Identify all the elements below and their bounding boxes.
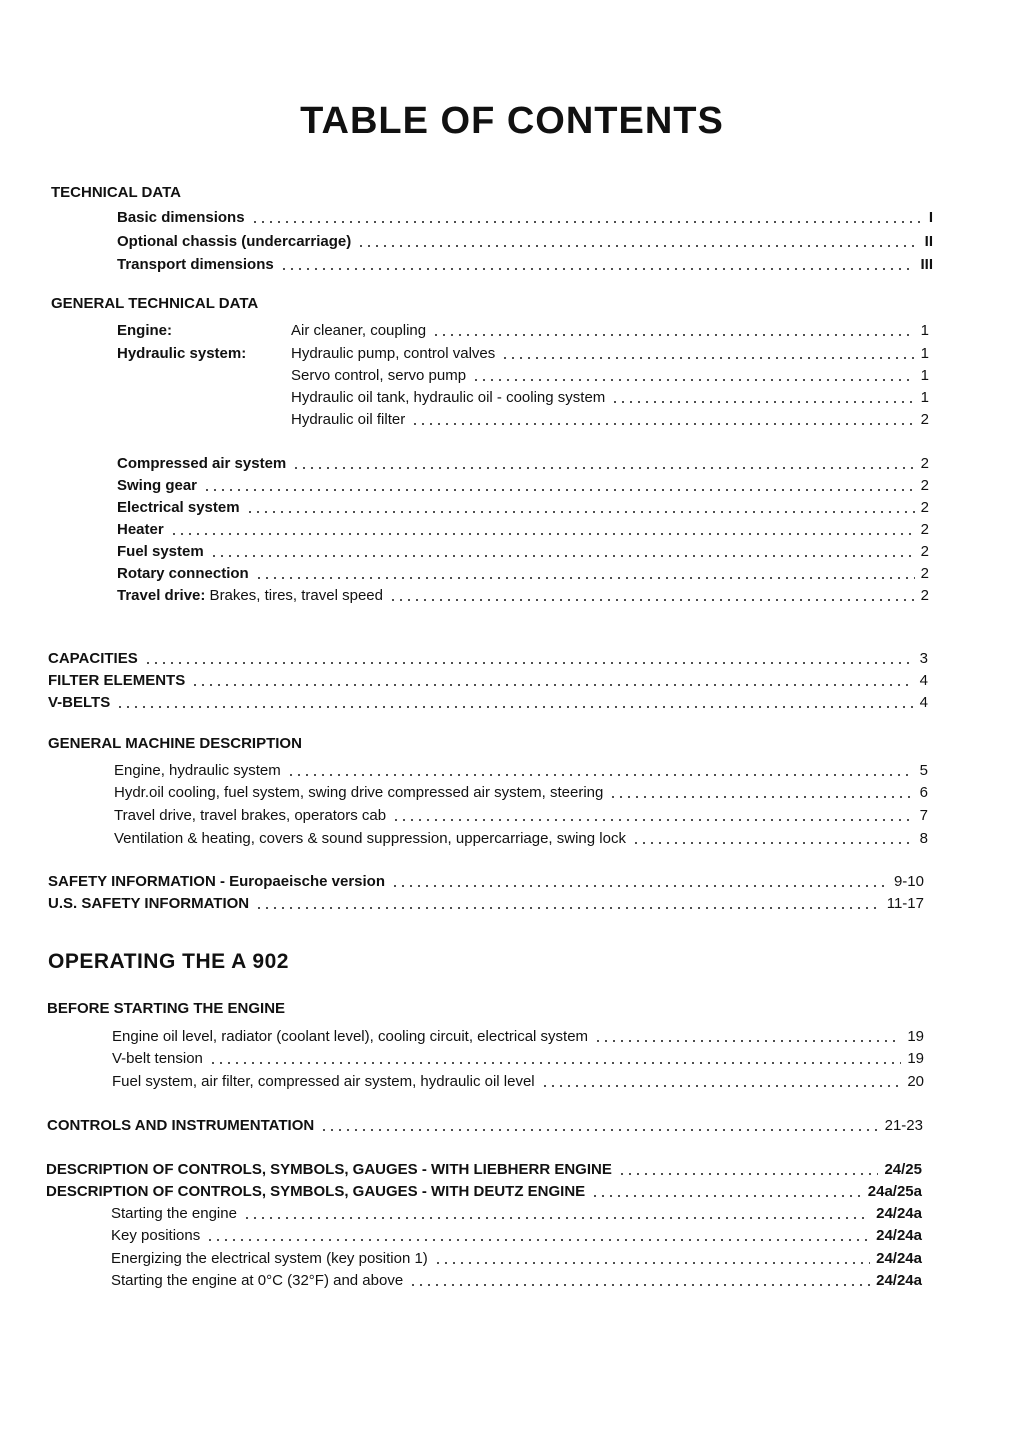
toc-entry[interactable] (46, 1158, 922, 1178)
toc-entry[interactable] (117, 408, 929, 428)
toc-entry[interactable] (48, 691, 928, 711)
dot-leader (116, 706, 913, 708)
toc-entry[interactable] (117, 253, 933, 273)
toc-entry-page: 4 (919, 694, 928, 711)
toc-entry-label: Hydraulic pump, control valves (291, 345, 496, 362)
toc-entry-prefix: Hydraulic system: (117, 345, 247, 362)
toc-entry-page: 2 (920, 477, 929, 494)
toc-entry-label: Compressed air system (117, 455, 287, 472)
toc-entry[interactable] (47, 1114, 923, 1134)
dot-leader (357, 245, 918, 247)
toc-entry-page: 7 (919, 807, 928, 824)
dot-leader (255, 907, 881, 909)
toc-entry-label: Heater (117, 521, 164, 538)
toc-entry[interactable] (112, 1047, 924, 1067)
toc-entry-label: Hydraulic oil tank, hydraulic oil - cooling system (291, 389, 606, 406)
toc-entry-page: 1 (920, 367, 929, 384)
toc-entry-label: Fuel system (117, 543, 204, 560)
toc-entry[interactable] (117, 584, 929, 604)
section-heading-before-starting: BEFORE STARTING THE ENGINE (47, 1000, 286, 1017)
toc-entry-label: Energizing the electrical system (key position 1) (111, 1250, 428, 1267)
toc-entry-label: Starting the engine at 0°C (32°F) and above (111, 1272, 404, 1289)
toc-entry[interactable] (48, 669, 928, 689)
toc-entry-page: 20 (907, 1073, 924, 1090)
toc-entry-label: Transport dimensions (117, 256, 274, 273)
toc-entry-page: 3 (919, 650, 928, 667)
dot-leader (391, 885, 888, 887)
toc-entry-label: V-belt tension (112, 1050, 203, 1067)
toc-entry-label: CAPACITIES (48, 650, 138, 667)
toc-entry-label: Fuel system, air filter, compressed air system, hydraulic oil level (112, 1073, 535, 1090)
toc-entry-label: Engine, hydraulic system (114, 762, 281, 779)
toc-entry-label: DESCRIPTION OF CONTROLS, SYMBOLS, GAUGES - WITH LIEBHERR ENGINE (46, 1161, 612, 1178)
toc-entry-page: 8 (919, 830, 928, 847)
section-title-operating: OPERATING THE A 902 (48, 950, 289, 973)
toc-entry[interactable] (117, 562, 929, 582)
toc-entry[interactable] (117, 342, 929, 362)
toc-entry-label (117, 587, 383, 604)
toc-entry-page: 6 (919, 784, 928, 801)
dot-leader (594, 1040, 901, 1042)
toc-entry[interactable] (111, 1202, 922, 1222)
toc-entry-page: 24/24a (876, 1227, 922, 1244)
dot-leader (210, 555, 915, 557)
toc-entry[interactable] (46, 1180, 922, 1200)
dot-leader (618, 1173, 879, 1175)
toc-entry-page: 21-23 (884, 1117, 923, 1134)
toc-entry-page: II (924, 233, 933, 250)
dot-leader (243, 1217, 870, 1219)
dot-leader (191, 684, 913, 686)
toc-entry-page: 2 (920, 543, 929, 560)
toc-entry-page: 24a/25a (867, 1183, 922, 1200)
toc-entry-prefix: Engine: (117, 322, 172, 339)
toc-entry[interactable] (114, 759, 928, 779)
toc-entry[interactable] (117, 386, 929, 406)
section-heading-general-machine-description: GENERAL MACHINE DESCRIPTION (48, 735, 302, 752)
dot-leader (609, 796, 913, 798)
toc-entry[interactable] (48, 870, 924, 890)
toc-entry[interactable] (114, 827, 928, 847)
toc-entry[interactable] (111, 1224, 922, 1244)
section-heading-technical-data: TECHNICAL DATA (51, 184, 181, 201)
toc-entry[interactable] (117, 452, 929, 472)
toc-entry-page: 1 (920, 322, 929, 339)
toc-entry-page: 2 (920, 521, 929, 538)
dot-leader (203, 489, 915, 491)
toc-entry[interactable] (114, 804, 928, 824)
toc-entry-label-bold: Travel drive: (117, 587, 206, 604)
dot-leader (255, 577, 915, 579)
toc-entry-page: 1 (920, 345, 929, 362)
dot-leader (411, 423, 914, 425)
toc-entry[interactable] (48, 892, 924, 912)
dot-leader (251, 221, 923, 223)
toc-entry[interactable] (117, 540, 929, 560)
toc-entry-label: Engine oil level, radiator (coolant level), cooling circuit, electrical system (112, 1028, 589, 1045)
toc-entry-label: Optional chassis (undercarriage) (117, 233, 352, 250)
toc-entry[interactable] (112, 1025, 924, 1045)
toc-entry-label: Hydr.oil cooling, fuel system, swing drive compressed air system, steering (114, 784, 604, 801)
toc-entry-page: I (928, 209, 933, 226)
dot-leader (501, 357, 914, 359)
toc-entry[interactable] (117, 230, 933, 250)
dot-leader (409, 1284, 870, 1286)
toc-entry-label: DESCRIPTION OF CONTROLS, SYMBOLS, GAUGES - WITH DEUTZ ENGINE (46, 1183, 586, 1200)
toc-entry-page: III (920, 256, 933, 273)
toc-entry-page: 2 (920, 587, 929, 604)
toc-entry[interactable] (114, 781, 928, 801)
dot-leader (320, 1129, 878, 1131)
toc-entry-label: Air cleaner, coupling (291, 322, 427, 339)
page-title: TABLE OF CONTENTS (300, 100, 724, 142)
toc-entry-page: 24/24a (876, 1205, 922, 1222)
dot-leader (392, 819, 914, 821)
toc-entry[interactable] (112, 1070, 924, 1090)
toc-entry-page: 4 (919, 672, 928, 689)
dot-leader (434, 1262, 870, 1264)
toc-entry-label: Servo control, servo pump (291, 367, 467, 384)
toc-entry-label: V-BELTS (48, 694, 111, 711)
toc-entry-label: FILTER ELEMENTS (48, 672, 186, 689)
toc-entry-label-rest: Brakes, tires, travel speed (205, 587, 383, 604)
dot-leader (246, 511, 915, 513)
dot-leader (611, 401, 914, 403)
toc-entry-label: Electrical system (117, 499, 240, 516)
dot-leader (206, 1239, 870, 1241)
toc-entry-label: Basic dimensions (117, 209, 245, 226)
toc-entry-page: 24/25 (884, 1161, 922, 1178)
toc-entry[interactable] (117, 206, 933, 226)
toc-entry-label: Swing gear (117, 477, 198, 494)
toc-entry[interactable] (117, 364, 929, 384)
toc-entry-label: U.S. SAFETY INFORMATION (48, 895, 250, 912)
toc-entry-page: 19 (907, 1050, 924, 1067)
toc-entry-page: 2 (920, 411, 929, 428)
toc-entry-label: SAFETY INFORMATION - Europaeische version (48, 873, 386, 890)
toc-entry-label: CONTROLS AND INSTRUMENTATION (47, 1117, 315, 1134)
dot-leader (144, 662, 914, 664)
toc-entry-label: Ventilation & heating, covers & sound suppression, uppercarriage, swing lock (114, 830, 626, 847)
dot-leader (292, 467, 914, 469)
toc-entry-label: Rotary connection (117, 565, 249, 582)
toc-entry-label: Travel drive, travel brakes, operators cab (114, 807, 387, 824)
toc-entry-page: 1 (920, 389, 929, 406)
dot-leader (389, 599, 915, 601)
toc-entry-page: 2 (920, 455, 929, 472)
toc-entry-page: 11-17 (886, 895, 924, 912)
toc-entry-page: 19 (907, 1028, 924, 1045)
toc-entry[interactable] (111, 1247, 922, 1267)
dot-leader (591, 1195, 862, 1197)
toc-entry-page: 2 (920, 499, 929, 516)
dot-leader (632, 842, 914, 844)
toc-entry-page: 24/24a (876, 1272, 922, 1289)
dot-leader (541, 1085, 902, 1087)
toc-entry[interactable] (111, 1269, 922, 1289)
toc-entry-page: 5 (919, 762, 928, 779)
dot-leader (170, 533, 915, 535)
toc-entry[interactable] (117, 319, 929, 339)
toc-entry-label: Key positions (111, 1227, 201, 1244)
dot-leader (287, 774, 914, 776)
toc-entry-page: 2 (920, 565, 929, 582)
toc-entry[interactable] (117, 474, 929, 494)
section-heading-general-technical-data: GENERAL TECHNICAL DATA (51, 295, 259, 312)
toc-entry[interactable] (48, 647, 928, 667)
toc-entry[interactable] (117, 496, 929, 516)
toc-entry-page: 24/24a (876, 1250, 922, 1267)
toc-entry-label: Starting the engine (111, 1205, 237, 1222)
dot-leader (280, 268, 915, 270)
dot-leader (432, 334, 915, 336)
dot-leader (209, 1062, 901, 1064)
dot-leader (472, 379, 915, 381)
toc-entry[interactable] (117, 518, 929, 538)
toc-entry-label: Hydraulic oil filter (291, 411, 406, 428)
toc-entry-page: 9-10 (893, 873, 924, 890)
